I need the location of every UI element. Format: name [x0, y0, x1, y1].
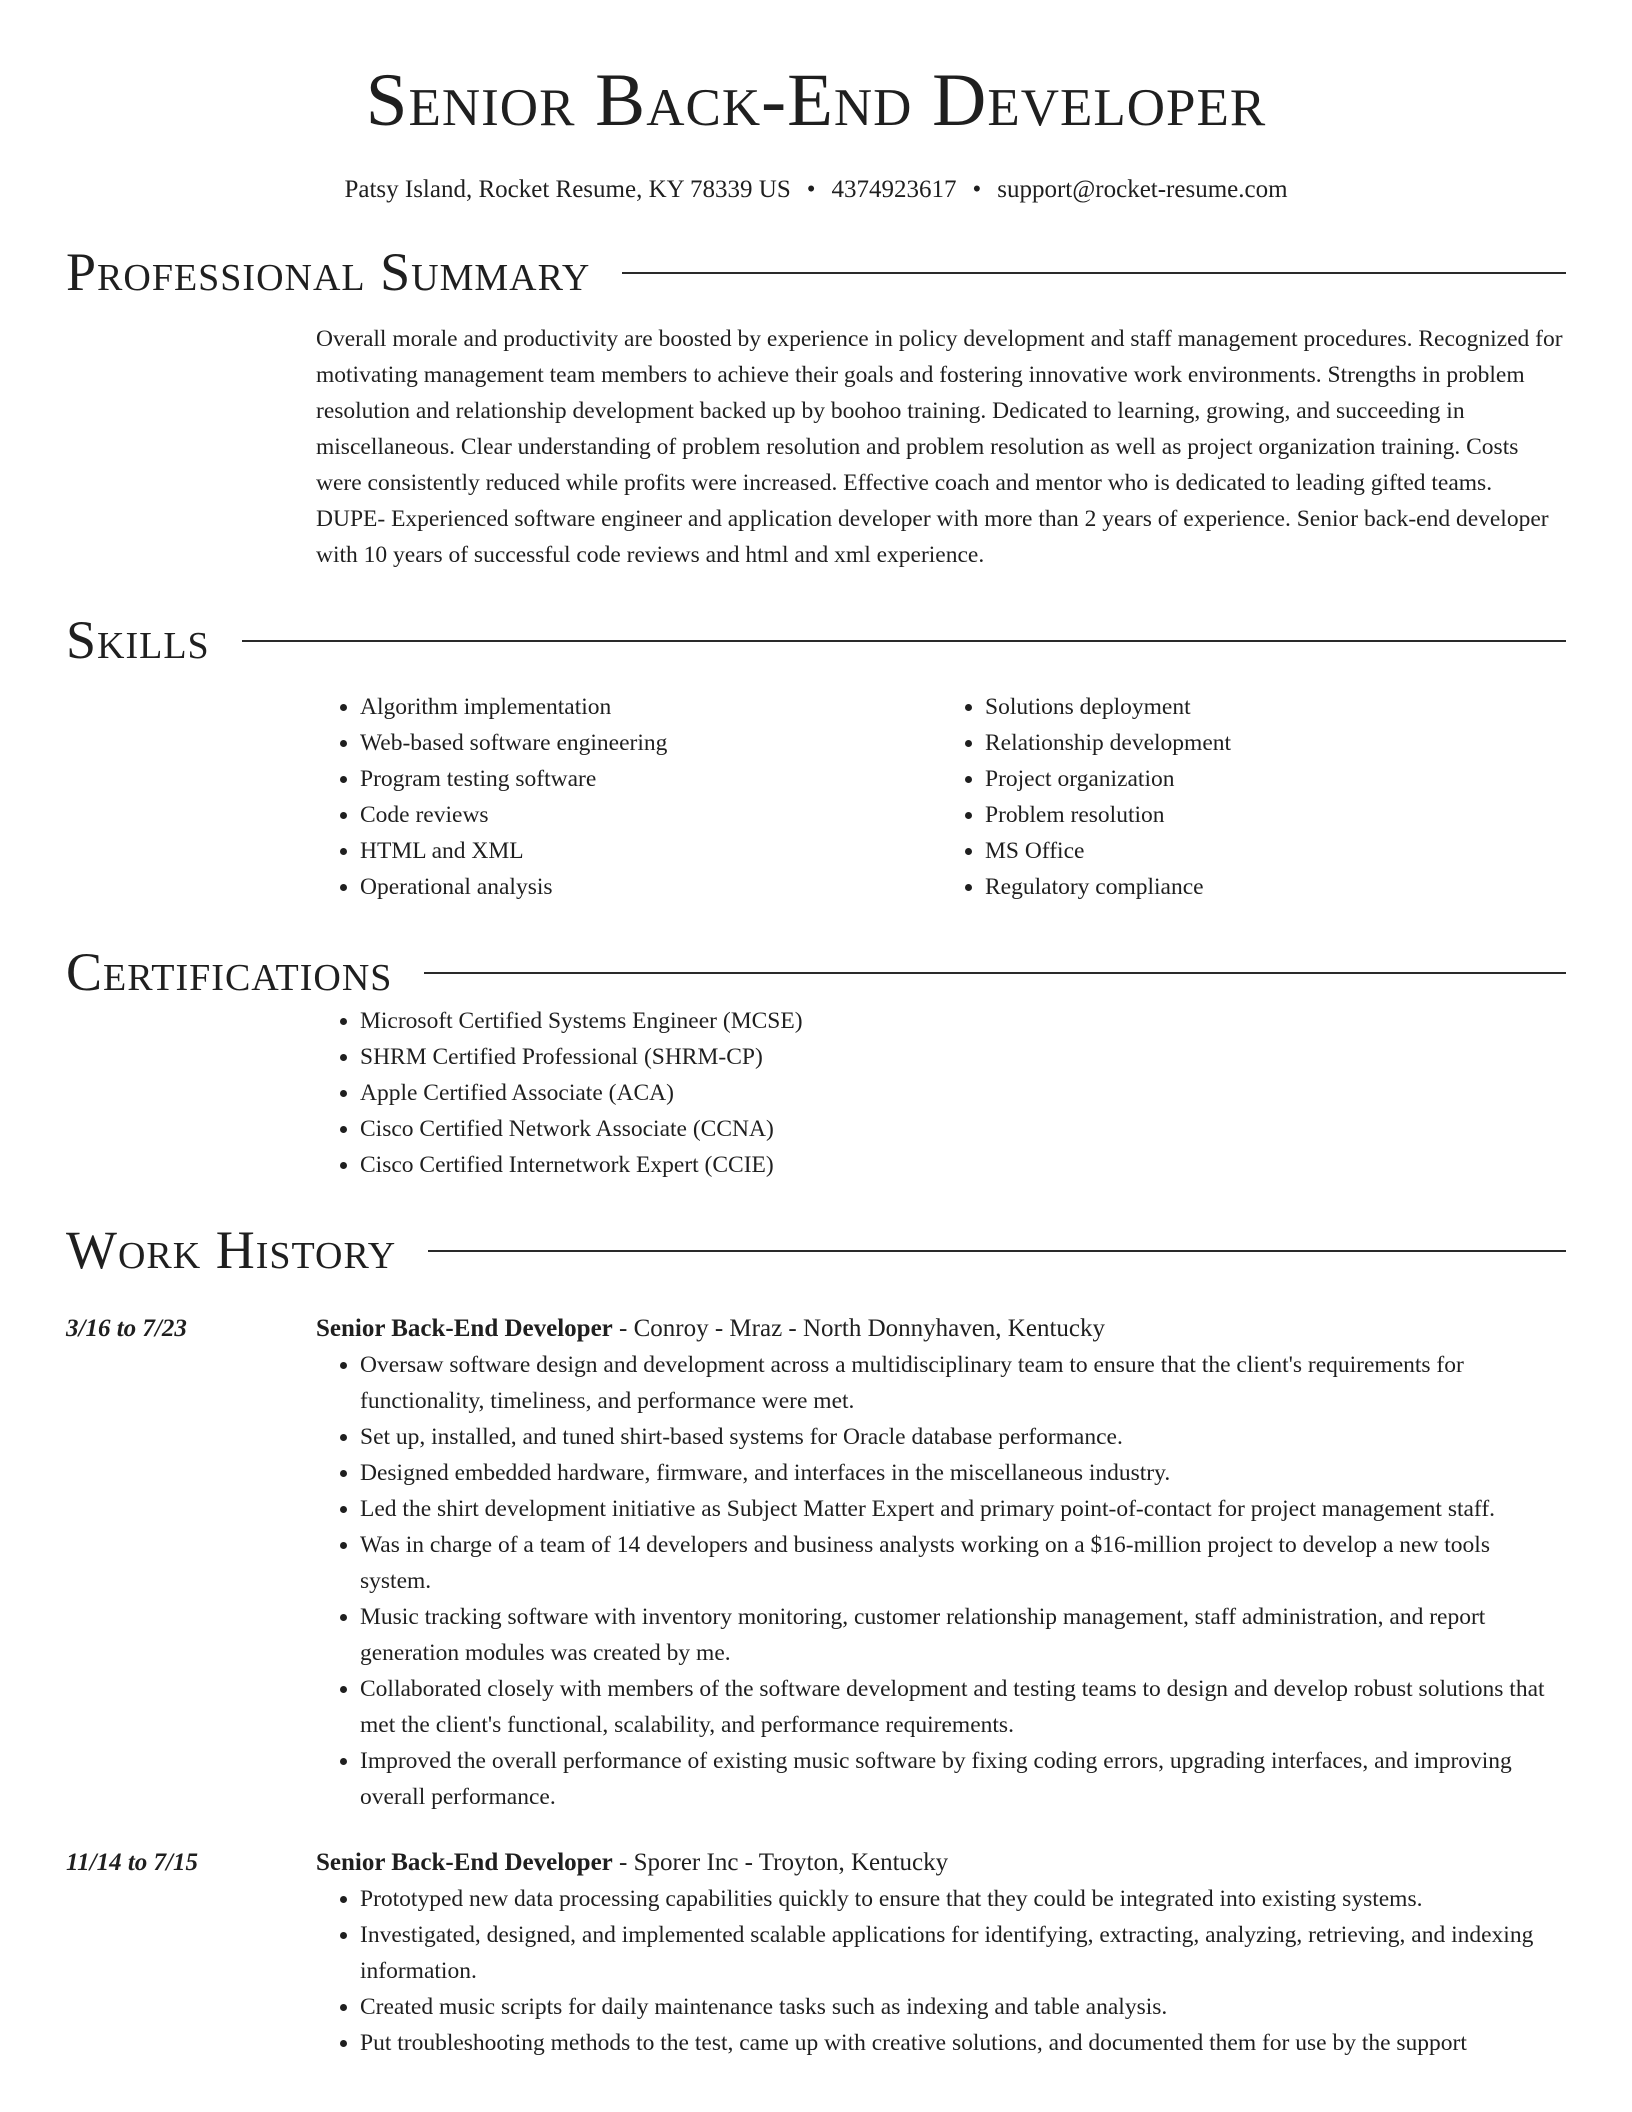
- contact-address: Patsy Island, Rocket Resume, KY 78339 US: [344, 175, 791, 203]
- skill-item: • Relationship development: [985, 725, 1566, 761]
- job-dates: 11/14 to 7/15: [66, 1848, 198, 1876]
- skills-list-left: [316, 689, 941, 905]
- section-rule: [622, 272, 1566, 274]
- summary-text: Overall morale and productivity are boosted by experience in policy development and staff management procedures. Recognized for motivating management team members to achieve their goals and fostering innovative work environments. Strengths in problem resolution and relationship development backed up by boohoo training. Dedicated to learning, growing, and succeeding in miscellaneous. Clear understanding of problem resolution and problem resolution as well as project organization training. Costs were consistently reduced while profits were increased. Effective coach and mentor who is dedicated to leading gifted teams. DUPE- Experienced software engineer and application developer with more than 2 years of experience. Senior back-end developer with 10 years of successful code reviews and html and xml experience.: [316, 325, 1563, 568]
- skill-item: • Problem resolution: [985, 797, 1566, 833]
- job-role: Senior Back-End Developer: [316, 1314, 613, 1342]
- job-bullet: • Put troubleshooting methods to the test, came up with creative solutions, and documented them for use by the support: [360, 2025, 1566, 2061]
- certification-item: • Cisco Certified Network Associate (CCNA): [360, 1111, 1566, 1147]
- job-company: - Sporer Inc - Troyton, Kentucky: [612, 1848, 949, 1876]
- section-title: Skills: [66, 609, 210, 670]
- skill-item: • Algorithm implementation: [360, 689, 941, 725]
- section-title: Certifications: [66, 941, 393, 1002]
- job-header: [66, 1845, 1566, 1881]
- certification-item: • Microsoft Certified Systems Engineer (MCSE): [360, 1003, 1566, 1039]
- job-role: Senior Back-End Developer: [316, 1848, 613, 1876]
- certification-item: • Cisco Certified Internetwork Expert (CCIE): [360, 1147, 1566, 1183]
- certifications-section: [66, 941, 1566, 1183]
- contact-separator: •: [972, 175, 982, 203]
- skill-item: • Solutions deployment: [985, 689, 1566, 725]
- certification-item: • Apple Certified Associate (ACA): [360, 1075, 1566, 1111]
- skill-item: • Code reviews: [360, 797, 941, 833]
- skill-item: • MS Office: [985, 833, 1566, 869]
- section-title: Professional Summary: [66, 241, 591, 302]
- certification-item: • SHRM Certified Professional (SHRM-CP): [360, 1039, 1566, 1075]
- job-bullet: • Investigated, designed, and implemented scalable applications for identifying, extracting, analyzing, retrieving, and indexing information.: [360, 1917, 1566, 1989]
- job-bullet: • Designed embedded hardware, firmware, and interfaces in the miscellaneous industry.: [360, 1455, 1566, 1491]
- work-history-section: [66, 1219, 1566, 2061]
- job-bullet: • Prototyped new data processing capabilities quickly to ensure that they could be integrated into existing systems.: [360, 1881, 1566, 1917]
- skill-item: • Web-based software engineering: [360, 725, 941, 761]
- section-rule: [424, 972, 1566, 974]
- resume-title: Senior Back-End Developer: [365, 59, 1267, 142]
- contact-phone: 4374923617: [831, 175, 957, 203]
- job-title-line: [316, 1311, 1105, 1347]
- job-entry: [66, 1311, 1566, 1815]
- section-header: [66, 1219, 1566, 1281]
- job-bullet: • Set up, installed, and tuned shirt-based systems for Oracle database performance.: [360, 1419, 1566, 1455]
- certifications-list: [316, 1003, 1566, 1183]
- job-header: [66, 1311, 1566, 1347]
- job-dates: 3/16 to 7/23: [66, 1314, 187, 1342]
- job-company: - Conroy - Mraz - North Donnyhaven, Kentucky: [612, 1314, 1106, 1342]
- skill-item: • Project organization: [985, 761, 1566, 797]
- job-entry: [66, 1845, 1566, 2061]
- job-bullet-list: [316, 1347, 1566, 1815]
- summary-section: [66, 241, 1566, 573]
- skill-item: • Operational analysis: [360, 869, 941, 905]
- contact-line: [66, 175, 1566, 205]
- job-bullet: • Collaborated closely with members of the software development and testing teams to design and develop robust solutions that met the client's functional, scalability, and performance requirements.: [360, 1671, 1566, 1743]
- contact-email[interactable]: support@rocket-resume.com: [997, 175, 1288, 203]
- skills-list-right: [941, 689, 1566, 905]
- job-bullet: • Music tracking software with inventory monitoring, customer relationship management, staff administration, and report generation modules was created by me.: [360, 1599, 1566, 1671]
- contact-separator: •: [806, 175, 816, 203]
- skill-item: • Program testing software: [360, 761, 941, 797]
- job-bullet-list: [316, 1881, 1566, 2061]
- skill-item: • HTML and XML: [360, 833, 941, 869]
- section-header: [66, 241, 1566, 303]
- job-bullet: • Created music scripts for daily maintenance tasks such as indexing and table analysis.: [360, 1989, 1566, 2025]
- skills-section: [66, 609, 1566, 905]
- skill-item: • Regulatory compliance: [985, 869, 1566, 905]
- section-title: Work History: [66, 1219, 397, 1280]
- job-bullet: • Oversaw software design and development across a multidisciplinary team to ensure that the client's requirements for functionality, timeliness, and performance were met.: [360, 1347, 1566, 1419]
- section-header: [66, 609, 1566, 671]
- job-title-line: [316, 1845, 948, 1881]
- section-rule: [242, 640, 1566, 642]
- section-rule: [428, 1250, 1566, 1252]
- job-bullet: • Led the shirt development initiative as Subject Matter Expert and primary point-of-contact for project management staff.: [360, 1491, 1566, 1527]
- job-bullet: • Was in charge of a team of 14 developers and business analysts working on a $16-million project to develop a new tools system.: [360, 1527, 1566, 1599]
- section-header: [66, 941, 1566, 1003]
- job-bullet: • Improved the overall performance of existing music software by fixing coding errors, upgrading interfaces, and improving overall performance.: [360, 1743, 1566, 1815]
